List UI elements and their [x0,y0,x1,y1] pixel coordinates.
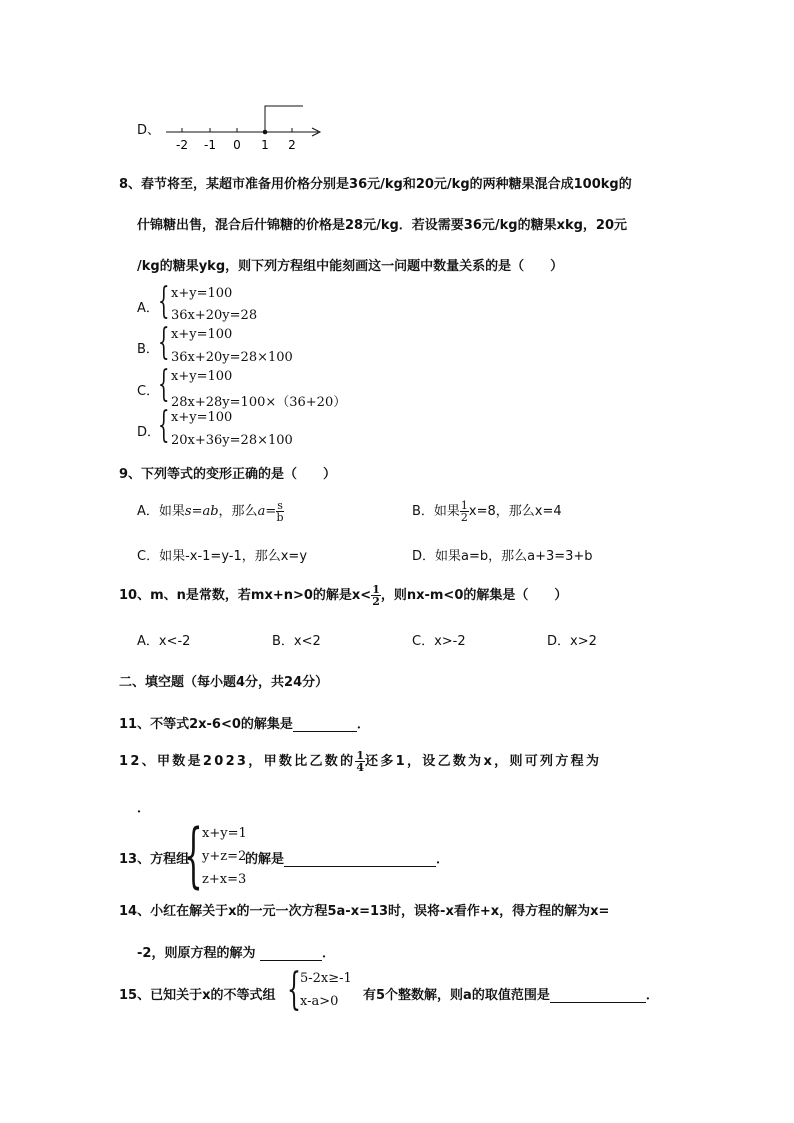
q10-option-d: D．x>2 [547,634,597,649]
q14-line2-prefix: -2，则原方程的解为 [137,946,256,961]
brace-icon: { [287,964,301,1015]
q9-option-a [137,496,284,528]
q15-eq1: 5-2x≥-1 [300,971,352,986]
q8-option-a-label: A． [137,301,159,316]
q8-option-c-eq1: x+y=100 [171,369,233,384]
tick-label: -1 [204,138,216,152]
q9-option-a-equation: s=ab [184,504,219,519]
fraction [355,750,365,773]
fraction-numerator: 1 [460,499,468,512]
q8-option-b-eq1: x+y=100 [171,327,233,342]
q8-option-b-eq2: 36x+20y=28×100 [171,350,293,365]
q10-option-a: A．x<-2 [137,634,191,649]
q12-stem-suffix: 还多1，设乙数为x，则可列方程为 [365,754,602,769]
q8-stem-line3: /kg的糖果ykg，则下列方程组中能刻画这一问题中数量关系的是（ ） [137,259,564,274]
section-title: 二、填空题（每小题4分，共24分） [119,675,329,690]
q9-option-c: C．如果-x-1=y-1，那么x=y [137,549,308,564]
fraction-denominator: b [276,511,284,524]
q11-stem-prefix: 11、不等式2x-6<0的解集是 [119,717,293,732]
q13-stem [245,848,449,867]
q9-option-d: D．如果a=b，那么a+3=3+b [412,549,593,564]
fraction-numerator: s [277,499,283,512]
q15-eq2: x-a>0 [300,994,339,1009]
q8-option-c-eq2: 28x+28y=100×（36+20） [171,395,347,410]
q10-option-b: B．x<2 [272,634,321,649]
tick-label: 1 [261,138,269,152]
q12-stem [119,746,601,778]
q13-prefix: 13、方程组 [119,852,190,867]
brace-icon: { [158,281,170,322]
q13-suffix: ． [436,852,450,867]
q13-middle: 的解是 [245,852,285,867]
fraction-numerator: 1 [356,749,365,762]
q14-stem-line1: 14、小红在解关于x的一元一次方程5a-x=13时，误将-x看作+x，得方程的解为x= [119,904,610,919]
q11-stem-suffix: ． [356,717,370,732]
q10-stem-prefix: 10、m、n是常数，若mx+n>0的解是x< [119,588,372,603]
q13-eq1: x+y=1 [202,826,247,841]
brace-icon: { [158,405,170,446]
q14-line2-suffix: ． [321,946,335,961]
solid-point [263,130,268,135]
brace-icon: { [158,364,170,405]
q15-middle: 有5个整数解，则a的取值范围是 [363,988,550,1003]
fraction-denominator: 2 [460,511,468,524]
tick-label: 0 [233,138,241,152]
q9-stem: 9、下列等式的变形正确的是（ ） [119,467,337,482]
q10-stem [119,580,567,612]
answer-blank[interactable] [284,854,436,867]
fraction [276,500,284,523]
q9-option-b-suffix: x=8，那么x=4 [468,504,562,519]
q15-suffix: ． [645,988,659,1003]
q9-option-b-prefix: B．如果 [412,504,460,519]
answer-blank[interactable] [550,990,646,1003]
q8-option-c-label: C． [137,384,160,399]
q8-stem-line1: 8、春节将至，某超市准备用价格分别是36元/kg和20元/kg的两种糖果混合成100kg的 [119,177,632,192]
q13-eq2: y+z=2 [202,849,247,864]
q9-option-b [412,496,562,528]
q10-stem-suffix: ，则nx-m<0的解集是（ ） [380,588,568,603]
q15-stem [363,984,659,1003]
q13-eq3: z+x=3 [202,872,247,887]
q9-option-a-middle: ，那么 [218,504,258,519]
fraction [371,584,381,607]
q8-option-b-label: B． [137,342,159,357]
q10-option-c: C．x>-2 [412,634,466,649]
brace-icon: { [184,814,203,896]
q14-stem-line2 [137,942,335,961]
answer-blank[interactable] [293,719,357,732]
q8-option-d-eq1: x+y=100 [171,410,233,425]
q9-option-a-prefix: A．如果 [137,504,185,519]
q12-end-mark: ． [137,801,151,816]
q11-stem [119,713,370,732]
tick-label: -2 [176,138,188,152]
solution-ray [265,106,303,132]
q12-stem-prefix: 12、甲数是2023，甲数比乙数的 [119,754,356,769]
number-line [160,100,330,155]
fraction-denominator: 4 [356,761,365,774]
q8-option-d-label: D． [137,425,161,440]
fraction [460,500,469,523]
q8-option-a-eq2: 36x+20y=28 [171,308,258,323]
answer-blank[interactable] [260,948,322,961]
q8-option-d-eq2: 20x+36y=28×100 [171,433,293,448]
q9-option-a-lhs: a= [257,504,277,519]
fraction-denominator: 2 [372,595,380,608]
fraction-numerator: 1 [372,583,380,596]
brace-icon: { [158,322,170,363]
tick-label: 2 [288,138,296,152]
q7-option-d-label: D、 [137,123,161,138]
q15-prefix: 15、已知关于x的不等式组 [119,988,276,1003]
q8-stem-line2: 什锦糖出售，混合后什锦糖的价格是28元/kg．若设需要36元/kg的糖果xkg，20元 [137,218,628,233]
q8-option-a-eq1: x+y=100 [171,286,233,301]
